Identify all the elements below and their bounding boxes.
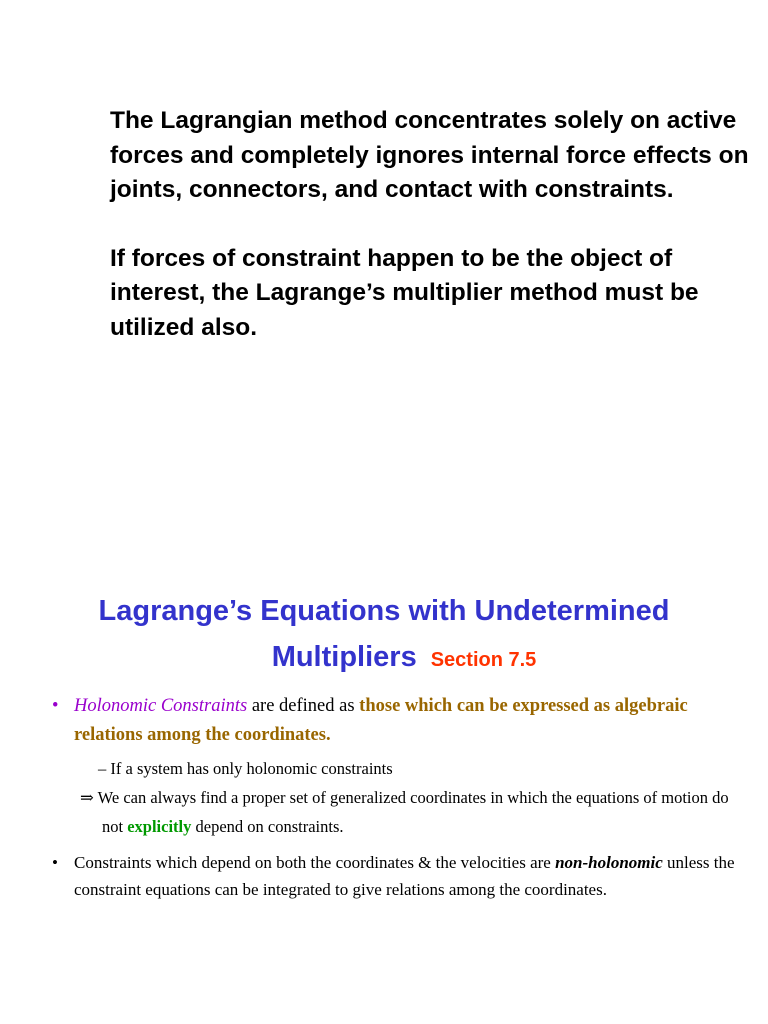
term-non-holonomic: non-holonomic xyxy=(555,853,663,872)
bullet2-text-1: Constraints which depend on both the coordinates & the velocities are xyxy=(74,853,556,872)
bullet-dot-icon: • xyxy=(52,853,58,872)
sub-point-generalized-coordinates xyxy=(52,783,748,841)
paragraph-forces-of-constraint: If forces of constraint happen to be the object of interest, the Lagrange’s multiplier method must be utilized also. xyxy=(110,244,699,341)
sub-point-holonomic-only: – If a system has only holonomic constraints xyxy=(98,759,393,778)
bullet-non-holonomic xyxy=(48,849,748,903)
implies-arrow-icon: ⇒ xyxy=(80,788,94,807)
title-multipliers: Multipliers xyxy=(271,641,417,673)
term-holonomic-constraints: Holonomic Constraints xyxy=(74,696,248,716)
section-label: Section 7.5 xyxy=(430,649,537,671)
bullet-holonomic xyxy=(48,692,748,750)
bullet-dot-icon: • xyxy=(52,696,59,716)
emphasis-explicitly: explicitly xyxy=(127,817,192,836)
slide-2-content xyxy=(48,692,748,903)
sub2-text-2: depend on constraints. xyxy=(191,817,344,836)
bullet2-text-2: unless the constraint equations can be integrated to give relations among the coordinates. xyxy=(74,853,735,899)
slide-2-title xyxy=(0,588,768,683)
bullet1-highlight: those which can be expressed as algebraic relations among the coordinates. xyxy=(74,696,688,745)
bullet1-text: are defined as xyxy=(247,696,360,716)
sub2-text-1: We can always find a proper set of generalized coordinates in which the equations of motion do not xyxy=(93,788,729,836)
slide-1-text xyxy=(110,104,750,345)
title-line-1: Lagrange’s Equations with Undetermined xyxy=(98,595,670,627)
title-line-2 xyxy=(232,634,537,683)
paragraph-lagrangian-method: The Lagrangian method concentrates solely on active forces and completely ignores internal force effects on joints, connectors, and contact with constraints. xyxy=(110,107,749,203)
